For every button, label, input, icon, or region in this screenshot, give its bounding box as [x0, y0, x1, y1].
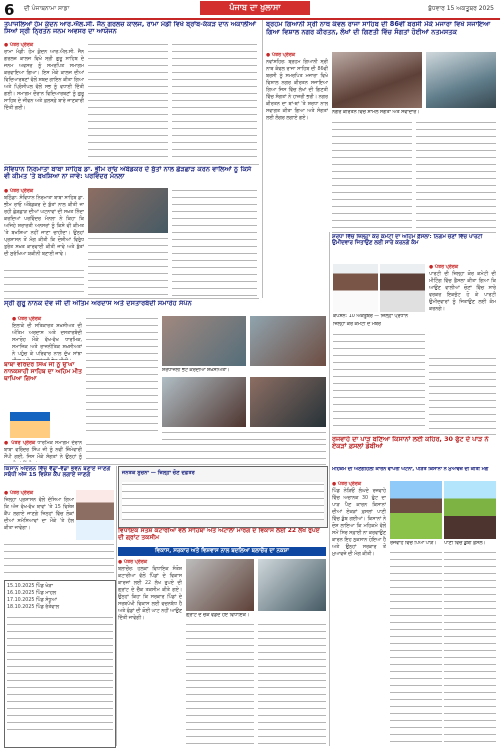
story-8-body [332, 481, 386, 745]
story-7-portrait [76, 490, 114, 540]
story-8-photo-2 [444, 481, 496, 539]
story-2-byline: ● ਪੱਤਰ ਪ੍ਰੇਰਕ [4, 189, 33, 194]
story-6-text: ਧਾਰਮਿਕ ਸਮਾਗਮ ਦੌਰਾਨ ਬਾਬਾ ਵਰਿੰਦਰ ਸਿੰਘ ਜੀ ਨੂੰ ਨਵੀਂ ਜ਼ਿੰਮੇਵਾਰੀ ਸੌਂਪੀ ਗਈ, ਜਿਸ ਮੌਕੇ ਸੰਗਤਾਂ ਨੇ ਉਨ੍ਹਾਂ ਨੂੰ [4, 441, 82, 460]
story-5-headline: ਸ੍ਰੀ ਗੁਰੂ ਨਾਨਕ ਦੇਵ ਜੀ ਦੀ ਅੰਤਿਮ ਅਰਦਾਸ ਅਤੇ ਦਸਤਾਰਬੰਦੀ ਸਮਾਰੋਹ ਸੰਪੰਨ [4, 300, 192, 307]
notice-box [4, 580, 116, 748]
story-3-photo-1 [332, 52, 422, 108]
story-8-caption-left: ਰਜਵਾਹੇ ਵਿੱਚ ਪਿਆ ਪਾੜ। [390, 541, 437, 546]
story-7-headline: ਕਿਸਾਨ ਅੰਦੋਲਨ ਵਿੱਚ ਵੱਡਾ-ਵੱਡਾ ਭਵਨ ਬਣਾਏ ਜਾਣਗੇ ਸਬੰਧੀ ਅੱਜ 15 ਵਿਸ਼ੇਸ਼ ਕੈਂਪ ਲਗਾਏ ਜਾਣਗੇ [4, 466, 111, 479]
story-3-caption: ਨਗਰ ਕੀਰਤਨ ਵਿੱਚ ਸ਼ਾਮਲ ਸੰਗਤਾਂ ਅਤੇ ਸੇਵਾਦਾਰ। [332, 110, 420, 115]
story-4-byline: ● ਪੱਤਰ ਪ੍ਰੇਰਕ [429, 265, 458, 270]
story-9-caption: ਗ੍ਰਾਂਟ ਦੇ ਚੈੱਕ ਵੰਡਦੇ ਹੋਏ ਵਿਧਾਇਕ। [186, 613, 250, 618]
story-3-text: ਨਵਾਂਸ਼ਹਿਰ: ਬ੍ਰਹਮ ਗਿਆਨੀ ਸ੍ਰੀ ਨਾਥ ਕੰਵਲ ਰਾਜਾ ਸਾਹਿਬ ਦੀ 86ਵੀਂ ਬਰਸੀ ਨੂੰ ਸਮਰਪਿਤ ਮਜਾਰਾ ਵਿਖੇ ਵਿਸ਼ਾਲ ਨਗਰ ਕੀਰਤਨ ਸਜਾਇਆ ਗਿਆ ਜਿਸ ਵਿੱਚ ਲੱਖਾਂ ਦੀ ਗਿਣਤੀ ਵਿੱਚ ਸੰਗਤਾਂ ਨੇ ਹਾਜ਼ਰੀ ਭਰੀ। ਨਗਰ ਕੀਰਤਨ ਦਾ ਥਾਂ-ਥਾਂ 'ਤੇ ਸ਼ਰਧਾ ਨਾਲ ਸਵਾਗਤ ਕੀਤਾ ਗਿਆ ਅਤੇ ਸੰਗਤਾਂ ਲਈ ਲੰਗਰ ਲਗਾਏ ਗਏ। [266, 60, 328, 121]
story-8-caption-right: ਪਾਣੀ ਵਿੱਚ ਡੁੱਬੀ ਫ਼ਸਲ। [444, 541, 486, 546]
notice-line: 18.10.2025 ਪਿੰਡ ਰੱਤੇਵਾਲ [7, 605, 59, 610]
story-1-text: ਰਾਮਾ ਮੰਡੀ: ਹੇਮ ਕੁੰਦਨ ਆਰ.ਐਲ.ਸੀ. ਜੈਨ ਗਰਲਜ਼ ਕਾਲਜ ਵਿਖੇ ਸ੍ਰੀ ਗੁਰੂ ਸਾਹਿਬ ਦੇ ਜਨਮ ਅਵਸਰ ਨੂੰ ਸਮਰਪਿਤ ਸਮਾਗਮ ਕਰਵਾਇਆ ਗਿਆ। ਇਸ ਮੌਕੇ ਕਾਲਜ ਦੀਆਂ ਵਿਦਿਆਰਥਣਾਂ ਵੱਲੋਂ ਸ਼ਬਦ ਗਾਇਨ ਕੀਤਾ ਗਿਆ ਅਤੇ ਪ੍ਰਿੰਸੀਪਲ ਵੱਲੋਂ ਸਭ ਨੂੰ ਵਧਾਈ ਦਿੱਤੀ ਗਈ। ਸਮਾਗਮ ਦੌਰਾਨ ਵਿਦਿਆਰਥਣਾਂ ਨੂੰ ਗੁਰੂ ਸਾਹਿਬ ਦੇ ਜੀਵਨ ਅਤੇ ਫ਼ਲਸਫ਼ੇ ਬਾਰੇ ਜਾਣਕਾਰੀ ਦਿੱਤੀ ਗਈ। [4, 50, 84, 111]
issue-date: ਬੁੱਧਵਾਰ 15 ਅਕਤੂਬਰ 2025 [428, 5, 494, 12]
story-5-photo-3 [162, 377, 246, 427]
notice-line: 15.10.2025 ਪਿੰਡ ਖੇੜਾ [7, 584, 53, 589]
story-2-photo [88, 188, 168, 233]
story-4-body [429, 264, 496, 354]
story-1-column-3 [172, 42, 257, 162]
story-1-byline: ● ਪੱਤਰ ਪ੍ਰੇਰਕ [4, 43, 33, 48]
divider [4, 298, 259, 299]
story-1-body [4, 42, 84, 162]
story-7-byline: ● ਪੱਤਰ ਪ੍ਰੇਰਕ [4, 491, 33, 496]
story-3-column-3 [416, 120, 496, 230]
story-5-photo-2 [250, 316, 326, 366]
story-3-byline: ● ਪੱਤਰ ਪ੍ਰੇਰਕ [266, 53, 295, 58]
story-1-headline: ਤਪਾਜਲਿਆਂ ਹੇਮ ਕੁੰਦਨ ਆਰ.ਐਲ.ਸੀ. ਜੈਨ ਗਰਲਜ਼ ਕਾਲਜ, ਰਾਮਾ ਮੰਡੀ ਵਿਖੇ ਬ੍ਰਾਂਬ-ਕੱਕੜ ਦਾਨ ਅਕਾਲੀਆਂ ਸਿਆਂ ਸ੍ਰੀ ਨ੍ਰਿਤਨ ਜਨਮ ਅਵਸਰ ਦਾ ਆਯੋਜਨ [4, 21, 257, 36]
story-2-column-1b [4, 268, 84, 296]
story-9-photo-2 [258, 559, 326, 611]
ad-text-lines [122, 482, 324, 520]
story-3-column-2 [332, 120, 412, 230]
story-6-headline: ਬਾਬਾ ਵਰਿੰਦਰ ਸਿੰਘ ਜੀ ਨੂੰ ਉੱਘਾ ਨਾਨਕਸ਼ਾਹੀ ਸਾਹਿਬ ਦਾ ਅਹਿਮ ਮੀਤ ਥਾਪਿਆ ਗਿਆ [4, 362, 82, 382]
story-5-column-3 [162, 430, 326, 440]
story-2-column-3 [172, 188, 257, 296]
story-2-column-2 [88, 236, 168, 296]
story-8-photo-1 [390, 481, 442, 539]
column-gutter [329, 232, 330, 746]
section-title: ਪੰਜਾਬ ਦਾ ਖੁਲਾਸਾ [200, 1, 310, 15]
story-5-photo-1 [162, 316, 246, 366]
story-9-column-2 [186, 622, 254, 745]
notice-text-lines [7, 615, 113, 735]
story-4-caption-right: ਜ਼ਿਲ੍ਹਾ ਕੋਰ ਕਮੇਟੀ ਦੇ ਮੈਂਬਰ [333, 322, 381, 327]
story-2-body [4, 188, 84, 266]
story-4-headline: ਸ਼ਰਧਾ ਵਿੱਚ ਜ਼ਿਲ੍ਹਾ ਕੋਰ ਕਮੇਟੀ ਦਾ ਅਹਿਮ ਫ਼ੈਸਲਾ: ਨਿਗਮ ਚੋਣਾਂ ਵਿੱਚ ਪਾਰਟੀ ਉਮੀਦਵਾਰ ਜਿਤਾਉਣ ਲਈ ਸਾਰੇ ਕਰਨਗੇ ਕੰਮ [332, 234, 483, 247]
story-8-text: ਪਿੰਡ ਨੇੜਿਓਂ ਲੰਘਦੇ ਰਜਵਾਹੇ ਵਿੱਚ ਅਚਾਨਕ 30 ਫੁੱਟ ਦਾ ਪਾੜ ਪੈਣ ਕਾਰਨ ਕਿਸਾਨਾਂ ਦੀਆਂ ਏਕੜਾਂ ਫ਼ਸਲਾਂ ਪਾਣੀ ਵਿੱਚ ਡੁੱਬ ਗਈਆਂ। ਕਿਸਾਨਾਂ ਨੇ ਦੋਸ਼ ਲਾਇਆ ਕਿ ਮਹਿਕਮੇ ਵੱਲੋਂ ਸਮੇਂ ਸਿਰ ਸਫ਼ਾਈ ਨਾ ਕਰਵਾਉਣ ਕਾਰਨ ਇਹ ਨੁਕਸਾਨ ਹੋਇਆ ਹੈ ਅਤੇ ਉਨ੍ਹਾਂ ਸਰਕਾਰ ਤੋਂ ਮੁਆਵਜ਼ੇ ਦੀ ਮੰਗ ਕੀਤੀ। [332, 489, 386, 557]
ad-text: ਜਨਤਕ ਸੂਚਨਾ — ਜ਼ਿਲ੍ਹਾ ਚੋਣ ਦਫ਼ਤਰ [122, 470, 195, 476]
story-5-byline: ● ਪੱਤਰ ਪ੍ਰੇਰਕ [12, 317, 41, 322]
story-8-byline: ● ਪੱਤਰ ਪ੍ਰੇਰਕ [332, 482, 361, 487]
story-4-column-3 [429, 356, 496, 432]
column-gutter [116, 466, 117, 746]
story-5-column-4 [86, 442, 326, 462]
story-9-byline: ● ਪੱਤਰ ਪ੍ਰੇਰਕ [118, 560, 147, 565]
column-gutter [262, 20, 263, 298]
story-9-photo-1 [186, 559, 254, 611]
story-7-column-2 [4, 542, 114, 578]
story-4-portrait-left [333, 264, 378, 312]
story-9-headline: ਵਿਧਾਇਕ ਸੰਤੋਸ਼ ਕਟਾਰੀਆ ਵੱਲੋਂ ਸਾਹਿਬਾ ਅਤੇ ਅਟਾਲਾ ਮਾਰਗ ਦੇ ਵਿਕਾਸ ਲਈ 22 ਲੱਖ ਰੁਪਏ ਦੀ ਗ੍ਰਾਂਟ ਤਕਸੀਮ [118, 528, 320, 541]
story-4-portrait-right [380, 264, 425, 312]
story-2-text: ਬਠਿੰਡਾ: ਸੰਵਿਧਾਨ ਨਿਰਮਾਤਾ ਬਾਬਾ ਸਾਹਿਬ ਡਾ. ਭੀਮ ਰਾਓ ਅੰਬੇਡਕਰ ਦੇ ਬੁੱਤਾਂ ਨਾਲ ਕੀਤੀ ਜਾ ਰਹੀ ਛੇੜਛਾੜ ਦੀਆਂ ਘਟਨਾਵਾਂ ਦੀ ਸਖ਼ਤ ਨਿੰਦਾ ਕਰਦਿਆਂ ਪਰਵਿੰਦਰ ਮੰਨਲਾ ਨੇ ਕਿਹਾ ਕਿ ਅਜਿਹੇ ਸ਼ਰਾਰਤੀ ਅਨਸਰਾਂ ਨੂੰ ਕਿਸੇ ਵੀ ਕੀਮਤ 'ਤੇ ਬਖਸ਼ਿਆ ਨਹੀਂ ਜਾਣਾ ਚਾਹੀਦਾ। ਉਨ੍ਹਾਂ ਪ੍ਰਸ਼ਾਸਨ ਤੋਂ ਮੰਗ ਕੀਤੀ ਕਿ ਦੋਸ਼ੀਆਂ ਵਿਰੁੱਧ ਤੁਰੰਤ ਸਖ਼ਤ ਕਾਰਵਾਈ ਕੀਤੀ ਜਾਵੇ ਅਤੇ ਬੁੱਤਾਂ ਦੀ ਸੁਰੱਖਿਆ ਯਕੀਨੀ ਬਣਾਈ ਜਾਵੇ। [4, 196, 84, 257]
story-8-headline: ਰਜਵਾਹੇ ਦਾ ਪਾੜ ਬਣਿਆ ਕਿਸਾਨਾਂ ਲਈ ਕਹਿਰ, 30 ਫੁੱਟ ਦੇ ਪਾੜ ਨੇ ਏਕੜਾਂ ਫ਼ਸਲਾਂ ਡੋਬੀਆਂ [332, 436, 489, 451]
story-9-banner: ਵਿਕਾਸ, ਸਰਕਾਰ ਅਤੇ ਵਿਸ਼ਵਾਸ ਨਾਲ ਬਦਲਿਆ ਬਲਾਚੌਰ ਦਾ ਨਕਸ਼ਾ [118, 547, 326, 556]
story-3-headline: ਬ੍ਰਹਮ ਗਿਆਨੀ ਸ੍ਰੀ ਨਾਥ ਕੰਵਲ ਰਾਜਾ ਸਾਹਿਬ ਦੀ 86ਵੀਂ ਬਰਸੀ ਮੌਕੇ ਮਜਾਰਾ ਵਿਖੇ ਸਜਾਇਆ ਗਿਆ ਵਿਸ਼ਾਲ ਨਗਰ ਕੀਰਤਨ, ਲੱਖਾਂ ਦੀ ਗਿਣਤੀ ਵਿੱਚ ਸੰਗਤਾਂ ਹੋਈਆਂ ਨਤਮਸਤਕ [266, 21, 491, 36]
story-7-text: ਜ਼ਿਲ੍ਹਾ ਪ੍ਰਸ਼ਾਸਨ ਵੱਲੋਂ ਦੱਸਿਆ ਗਿਆ ਕਿ ਅੱਜ ਵੱਖ-ਵੱਖ ਥਾਵਾਂ 'ਤੇ 15 ਵਿਸ਼ੇਸ਼ ਕੈਂਪ ਲਗਾਏ ਜਾਣਗੇ ਜਿਨ੍ਹਾਂ ਵਿੱਚ ਲੋਕਾਂ ਦੀਆਂ ਸਮੱਸਿਆਵਾਂ ਦਾ ਮੌਕੇ 'ਤੇ ਹੱਲ ਕੀਤਾ ਜਾਵੇਗਾ। [4, 498, 74, 531]
divider [332, 232, 496, 233]
story-7-body [4, 490, 74, 540]
story-5-text: ਇਲਾਕੇ ਦੀ ਸਤਿਕਾਰਤ ਸ਼ਖ਼ਸੀਅਤ ਦੀ ਅੰਤਿਮ ਅਰਦਾਸ ਅਤੇ ਦਸਤਾਰਬੰਦੀ ਸਮਾਰੋਹ ਮੌਕੇ ਵੱਖ-ਵੱਖ ਧਾਰਮਿਕ, ਸਮਾਜਿਕ ਅਤੇ ਰਾਜਨੀਤਿਕ ਸ਼ਖ਼ਸੀਅਤਾਂ ਨੇ ਪਹੁੰਚ ਕੇ ਪਰਿਵਾਰ ਨਾਲ ਦੁੱਖ ਸਾਂਝਾ [12, 324, 82, 357]
story-4-column-2 [333, 332, 425, 432]
story-2-headline: ਸੰਵਿਧਾਨ ਨਿਰਮਾਤਾ ਬਾਬਾ ਸਾਹਿਬ ਡਾ. ਭੀਮ ਰਾਓ ਅੰਬੇਡਕਰ ਦੇ ਬੁੱਤਾਂ ਨਾਲ ਛੇੜਛਾੜ ਕਰਨ ਵਾਲਿਆਂ ਨੂੰ ਕਿਸੇ ਵੀ ਕੀਮਤ 'ਤੇ ਬਖਸ਼ਿਆ ਨਾ ਜਾਵੇ: ਪਰਵਿੰਦਰ ਮੰਨਲਾ [4, 166, 252, 181]
divider [4, 464, 326, 465]
story-1-column-2 [88, 42, 168, 162]
paper-name: ਦੀ ਪੰਜਾਬਨਾਮਾ ਸਾਡਾ [24, 5, 70, 12]
story-8-column-3 [444, 550, 496, 745]
story-5-photo-4 [250, 377, 326, 427]
story-9-column-3 [258, 622, 326, 745]
story-8-subhead: ਮਹਿਕਮੇ ਦੀ ਅਣਗਹਿਲੀ ਕਾਰਨ ਵਾਪਰੀ ਘਟਨਾ, ਪੀੜਤ ਕਿਸਾਨਾਂ ਨੇ ਮੁਆਵਜ਼ੇ ਦੀ ਕੀਤੀ ਮੰਗ [332, 467, 489, 472]
story-9-text: ਬਲਾਚੌਰ: ਹਲਕਾ ਵਿਧਾਇਕ ਸੰਤੋਸ਼ ਕਟਾਰੀਆ ਵੱਲੋਂ ਪਿੰਡਾਂ ਦੇ ਵਿਕਾਸ ਕਾਰਜਾਂ ਲਈ 22 ਲੱਖ ਰੁਪਏ ਦੀ ਗ੍ਰਾਂਟ ਦੇ ਚੈੱਕ ਤਕਸੀਮ ਕੀਤੇ ਗਏ। ਉਨ੍ਹਾਂ ਕਿਹਾ ਕਿ ਸਰਕਾਰ ਪਿੰਡਾਂ ਦੇ ਸਰਬਪੱਖੀ ਵਿਕਾਸ ਲਈ ਵਚਨਬੱਧ ਹੈ ਅਤੇ ਫੰਡਾਂ ਦੀ ਕੋਈ ਘਾਟ ਨਹੀਂ ਆਉਣ ਦਿੱਤੀ ਜਾਵੇਗੀ। [118, 567, 182, 621]
story-5-column-2 [86, 316, 158, 436]
notice-line: 17.10.2025 ਪਿੰਡ ਸੰਧੂਆਂ [7, 598, 57, 603]
page-number: 6 [4, 1, 15, 19]
story-3-body [266, 52, 328, 297]
story-3-photo-2 [426, 52, 496, 108]
advertisement [118, 466, 328, 528]
notice-line: 16.10.2025 ਪਿੰਡ ਮਾਹਲ [7, 591, 56, 596]
story-5-body [12, 316, 82, 360]
story-4-text: ਪਾਰਟੀ ਦੀ ਜ਼ਿਲ੍ਹਾ ਕੋਰ ਕਮੇਟੀ ਦੀ ਮੀਟਿੰਗ ਵਿੱਚ ਫ਼ੈਸਲਾ ਕੀਤਾ ਗਿਆ ਕਿ ਆਉਣ ਵਾਲੀਆਂ ਚੋਣਾਂ ਵਿੱਚ ਸਾਰੇ ਵਰਕਰ ਇਕਜੁੱਟ ਹੋ ਕੇ ਪਾਰਟੀ ਉਮੀਦਵਾਰਾਂ ਨੂੰ ਜਿਤਾਉਣ ਲਈ ਕੰਮ ਕਰਨਗੇ। [429, 272, 496, 312]
story-5-caption: ਸ਼ਰਧਾਂਜਲੀ ਭੇਟ ਕਰਦੀਆਂ ਸ਼ਖ਼ਸੀਅਤਾਂ। [162, 368, 230, 373]
story-4-caption-left: ਕੈਪਸ਼ਨ: 10 ਅਕਤੂਬਰ — ਜ਼ਿਲ੍ਹਾ ਪ੍ਰਧਾਨ [333, 314, 408, 319]
story-6-body [4, 440, 82, 462]
divider [4, 164, 259, 165]
story-6-byline: ● ਪੱਤਰ ਪ੍ਰੇਰਕ [4, 441, 36, 446]
divider [332, 434, 496, 435]
story-9-body [118, 559, 182, 745]
story-8-column-2 [390, 550, 442, 745]
story-6-photo [10, 412, 50, 438]
